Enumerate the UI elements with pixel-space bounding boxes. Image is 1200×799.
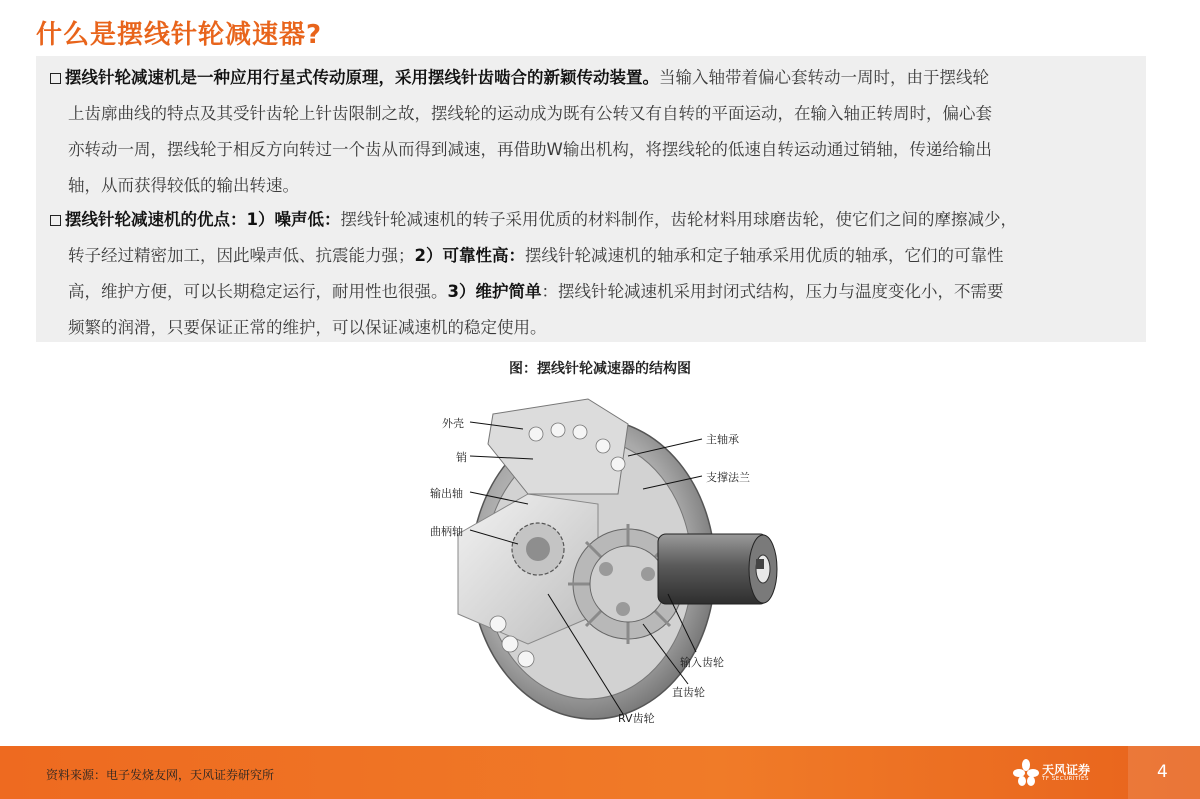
advantages-line2 [50,238,1130,274]
company-logo [1012,758,1122,788]
principle-line2: 上齿廓曲线的特点及其受针齿轮上针齿限制之故，摆线轮的运动成为既有公转又有自转的平面运动，在输入轴正转周时，偏心套 [68,104,992,123]
reducer-diagram [418,384,782,734]
advantage-2-text: 摆线针轮减速机的轴承和定子轴承采用优质的轴承，它们的可靠性 [524,246,1004,265]
principle-bold: 摆线针轮减速机是一种应用行星式传动原理，采用摆线针齿啮合的新颖传动装置。 [65,68,659,87]
source-note: 资料来源：电子发烧友网，天风证券研究所 [46,768,275,782]
principle-line3: 亦转动一周，摆线轮于相反方向转过一个齿从而得到减速，再借助W输出机构，将摆线轮的低速自转运动通过销轴，传递给输出 [68,140,992,159]
checkbox-bullet-icon [50,215,61,226]
logo-subtext: TF SECURITIES [1042,776,1089,782]
logo-text: 天风证券 [1042,763,1091,777]
page-title: 什么是摆线针轮减速器? [36,20,323,50]
label-support-flange: 支撑法兰 [706,471,750,484]
advantage-1-text-cont: 转子经过精密加工，因此噪声低、抗震能力强； [68,246,415,265]
label-crankshaft: 曲柄轴 [430,525,463,538]
label-output-shaft: 输出轴 [430,487,463,500]
flower-logo-icon [1012,758,1040,788]
advantages-intro: 摆线针轮减速机的优点： [65,210,247,229]
label-shell: 外壳 [442,417,464,430]
advantage-1-label: 1）噪声低： [246,210,341,229]
text-panel [36,56,1146,342]
label-main-bearing: 主轴承 [706,433,739,446]
principle-line1: 当输入轴带着偏心套转动一周时，由于摆线轮 [659,68,989,87]
paragraph-advantages [50,202,1130,346]
label-pin: 销 [456,451,467,464]
advantage-1-text: 摆线针轮减速机的转子采用优质的材料制作，齿轮材料用球磨齿轮，使它们之间的摩擦减少， [340,210,1017,229]
label-rv-gear: RV齿轮 [618,712,655,725]
figure-caption: 图：摆线针轮减速器的结构图 [509,361,691,377]
page-number: 4 [1157,762,1168,782]
advantages-line3 [50,274,1130,310]
advantage-2-label: 2）可靠性高： [414,246,525,265]
footer-bar [0,746,1200,799]
advantage-3-text: ：摆线针轮减速机采用封闭式结构，压力与温度变化小，不需要 [541,282,1004,301]
principle-line4: 轴，从而获得较低的输出转速。 [68,176,299,195]
advantage-3-label: 3）维护简单 [447,282,542,301]
advantages-line4: 频繁的润滑，只要保证正常的维护，可以保证减速机的稳定使用。 [68,318,547,337]
label-spur-gear: 直齿轮 [672,686,705,699]
advantage-2-text-cont: 高，维护方便，可以长期稳定运行，耐用性也很强。 [68,282,448,301]
checkbox-bullet-icon [50,73,61,84]
label-input-gear: 输入齿轮 [680,656,724,669]
paragraph-principle [50,60,1130,204]
